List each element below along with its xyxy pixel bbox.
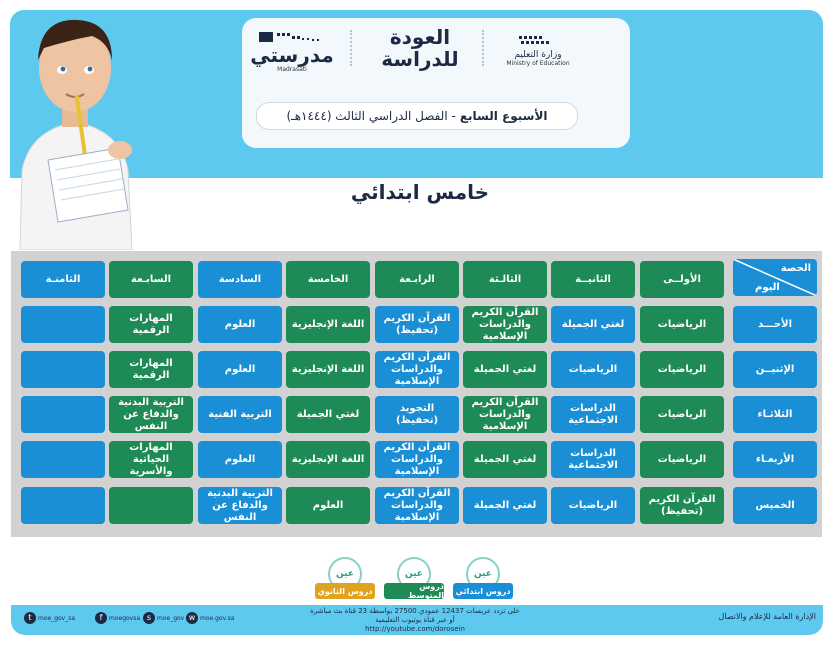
day-wednesday: الأربعـاء — [733, 441, 817, 478]
table-cell: الرياضيات — [551, 351, 635, 388]
table-cell-empty — [21, 487, 105, 524]
table-cell: المهارات الرقمية — [109, 351, 193, 388]
table-cell: العلوم — [286, 487, 370, 524]
week-term: - الفصل الدراسي الثالث (١٤٤٤هـ) — [286, 109, 456, 123]
table-cell: القرآن الكريم (تحفيظ) — [375, 306, 459, 343]
table-cell: الدراسات الاجتماعية — [551, 396, 635, 433]
table-cell: العلوم — [198, 351, 282, 388]
table-cell-empty — [21, 396, 105, 433]
social-twitter[interactable] — [24, 612, 75, 624]
footer-line1: على تردد عربسات 12437 عمودي 27500 بواسطة 23 قناة بث مباشرة — [310, 607, 520, 615]
table-cell: التربية البدنية والدفاع عن النفس — [198, 487, 282, 524]
moe-logo — [493, 26, 583, 74]
moe-ar: وزارة التعليم — [514, 49, 562, 60]
period-day-corner — [733, 259, 817, 296]
table-cell: القرآن الكريم والدراسات الإسلامية — [463, 396, 547, 433]
twitter-handle: moe_gov_sa — [38, 614, 76, 622]
week-bold: الأسبوع السابع — [459, 109, 548, 123]
table-cell: القرآن الكريم (تحفيظ) — [640, 487, 724, 524]
table-cell: المهارات الحياتية والأسرية — [109, 441, 193, 478]
table-cell: لغتي الجميلة — [463, 487, 547, 524]
grade-title: خامس ابتدائي — [350, 180, 490, 204]
ein-logo-icon: عين — [397, 557, 431, 591]
table-cell: القرآن الكريم والدراسات الإسلامية — [375, 441, 459, 478]
table-cell-empty — [21, 441, 105, 478]
table-cell: الرياضيات — [551, 487, 635, 524]
moe-icon — [513, 34, 563, 50]
social-web[interactable] — [186, 612, 234, 624]
table-cell: الرياضيات — [640, 306, 724, 343]
table-cell: المهارات الرقمية — [109, 306, 193, 343]
channel-secondary-label: دروس الثانوي — [315, 583, 375, 599]
table-cell: القرآن الكريم والدراسات الإسلامية — [375, 487, 459, 524]
youtube-link[interactable]: http://youtube.com/dorosein — [365, 625, 465, 633]
table-cell: لغتي الجميلة — [463, 351, 547, 388]
table-cell: اللغة الإنجليزية — [286, 351, 370, 388]
student-illustration — [0, 0, 150, 250]
madrasati-icon — [257, 30, 327, 44]
table-cell: الرياضيات — [640, 351, 724, 388]
period-header-6: السادسة — [198, 261, 282, 298]
footer-broadcast-info — [300, 607, 530, 634]
facebook-handle: moegovsa — [109, 614, 141, 622]
table-cell: الرياضيات — [640, 441, 724, 478]
period-header-3: الثالـثة — [463, 261, 547, 298]
table-cell: لغتي الجميلة — [551, 306, 635, 343]
twitter-icon: t — [24, 612, 36, 624]
channel-intermediate-label: دروس المتوسط — [384, 583, 444, 599]
header-separator — [482, 30, 484, 66]
period-header-1: الأولــى — [640, 261, 724, 298]
day-monday: الإثنيــن — [733, 351, 817, 388]
ein-logo-icon: عين — [466, 557, 500, 591]
channel-primary-label: دروس ابتدائي — [453, 583, 513, 599]
header-separator — [350, 30, 352, 66]
day-thursday: الخميس — [733, 487, 817, 524]
table-cell: العلوم — [198, 441, 282, 478]
table-cell: القرآن الكريم والدراسات الإسلامية — [375, 351, 459, 388]
table-cell: اللغة الإنجليزية — [286, 306, 370, 343]
madrasati-ar: مدرستي — [250, 42, 334, 67]
madrasati-en: Madrasati — [277, 65, 307, 73]
period-header-4: الرابـعة — [375, 261, 459, 298]
table-cell: الرياضيات — [640, 396, 724, 433]
period-header-7: السابـعة — [109, 261, 193, 298]
social-snapchat[interactable] — [143, 612, 184, 624]
facebook-icon: f — [95, 612, 107, 624]
table-cell-empty — [109, 487, 193, 524]
table-cell: لغتي الجميلة — [286, 396, 370, 433]
period-header-5: الخامسة — [286, 261, 370, 298]
period-header-8: الثامنـة — [21, 261, 105, 298]
awda-line2: للدراسة — [381, 47, 459, 71]
ein-logo-icon: عين — [328, 557, 362, 591]
channel-primary[interactable] — [453, 557, 513, 599]
web-handle: moe.gov.sa — [200, 614, 235, 622]
table-cell: العلوم — [198, 306, 282, 343]
period-header-2: الثانيــة — [551, 261, 635, 298]
table-cell: الدراسات الاجتماعية — [551, 441, 635, 478]
snapchat-icon: s — [143, 612, 155, 624]
corner-period-label: الحصة — [780, 263, 811, 274]
media-admin-logo: الإدارة العامة للإعلام والاتصال — [718, 612, 816, 621]
channel-secondary[interactable] — [315, 557, 375, 599]
back-to-school-logo — [365, 20, 475, 76]
snapchat-handle: moe_gov — [157, 614, 185, 622]
table-cell-empty — [21, 351, 105, 388]
table-cell: لغتي الجميلة — [463, 441, 547, 478]
day-tuesday: الثلاثـاء — [733, 396, 817, 433]
awda-line1: العودة — [389, 25, 451, 49]
day-sunday: الأحـــد — [733, 306, 817, 343]
social-facebook[interactable] — [95, 612, 140, 624]
corner-day-label: اليوم — [755, 282, 780, 293]
table-cell: التربية الفنية — [198, 396, 282, 433]
footer-line2: أو عبر قناة يوتيوب التعليمية — [375, 616, 455, 624]
week-label — [256, 102, 578, 130]
table-cell: القرآن الكريم والدراسات الإسلامية — [463, 306, 547, 343]
moe-en: Ministry of Education — [506, 59, 570, 67]
channel-intermediate[interactable] — [384, 557, 444, 599]
table-cell-empty — [21, 306, 105, 343]
table-cell: اللغة الإنجليزية — [286, 441, 370, 478]
table-cell: التربية البدنية والدفاع عن النفس — [109, 396, 193, 433]
web-icon: w — [186, 612, 198, 624]
table-cell: التجويد (تحفيظ) — [375, 396, 459, 433]
madrasati-logo — [252, 28, 332, 74]
